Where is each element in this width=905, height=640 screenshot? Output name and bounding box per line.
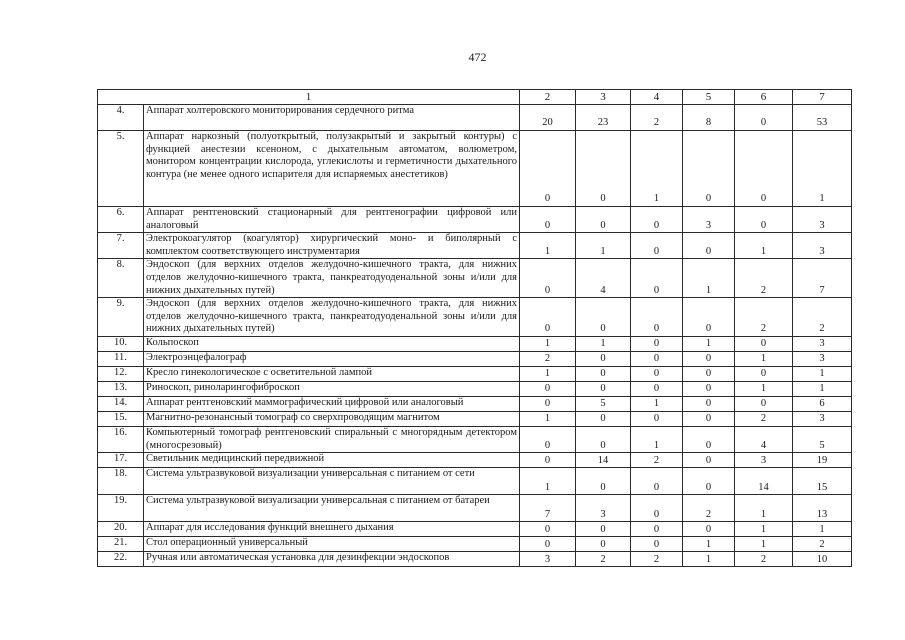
value-col-6: 1 (735, 522, 793, 537)
table-row (98, 396, 852, 411)
value-col-2: 7 (520, 495, 576, 522)
value-col-5: 0 (683, 453, 735, 468)
value-col-4: 2 (631, 453, 683, 468)
value-col-6: 1 (735, 233, 793, 259)
value-col-6: 4 (735, 426, 793, 452)
row-number: 6. (98, 207, 144, 233)
value-col-7: 1 (793, 381, 852, 396)
row-number: 19. (98, 495, 144, 522)
value-col-7: 2 (793, 298, 852, 337)
header-cell-5: 5 (683, 90, 735, 105)
equipment-name: Магнитно-резонансный томограф со сверхпроводящим магнитом (144, 411, 520, 426)
row-number: 18. (98, 468, 144, 495)
table-row (98, 105, 852, 131)
value-col-4: 0 (631, 336, 683, 351)
header-cell-7: 7 (793, 90, 852, 105)
value-col-2: 2 (520, 351, 576, 366)
value-col-2: 0 (520, 453, 576, 468)
value-col-4: 1 (631, 396, 683, 411)
table-row (98, 411, 852, 426)
value-col-6: 1 (735, 351, 793, 366)
value-col-5: 0 (683, 411, 735, 426)
value-col-3: 4 (576, 259, 631, 298)
equipment-name: Аппарат рентгеновский маммографический цифровой или аналоговый (144, 396, 520, 411)
equipment-name: Стол операционный универсальный (144, 537, 520, 552)
value-col-6: 0 (735, 131, 793, 207)
value-col-3: 0 (576, 381, 631, 396)
header-cell-2: 2 (520, 90, 576, 105)
value-col-2: 0 (520, 396, 576, 411)
value-col-2: 0 (520, 537, 576, 552)
value-col-2: 1 (520, 233, 576, 259)
value-col-7: 53 (793, 105, 852, 131)
value-col-2: 0 (520, 207, 576, 233)
value-col-2: 1 (520, 366, 576, 381)
value-col-4: 0 (631, 366, 683, 381)
value-col-2: 1 (520, 411, 576, 426)
value-col-3: 2 (576, 552, 631, 567)
value-col-3: 0 (576, 522, 631, 537)
value-col-7: 3 (793, 233, 852, 259)
value-col-6: 0 (735, 396, 793, 411)
value-col-4: 0 (631, 298, 683, 337)
value-col-3: 0 (576, 426, 631, 452)
value-col-5: 1 (683, 336, 735, 351)
header-cell-4: 4 (631, 90, 683, 105)
value-col-4: 0 (631, 495, 683, 522)
value-col-6: 2 (735, 552, 793, 567)
value-col-6: 2 (735, 259, 793, 298)
value-col-5: 2 (683, 495, 735, 522)
value-col-3: 23 (576, 105, 631, 131)
value-col-3: 0 (576, 298, 631, 337)
equipment-name: Система ультразвуковой визуализации универсальная с питанием от батареи (144, 495, 520, 522)
value-col-4: 0 (631, 381, 683, 396)
value-col-5: 3 (683, 207, 735, 233)
row-number: 10. (98, 336, 144, 351)
equipment-name: Эндоскоп (для верхних отделов желудочно-кишечного тракта, для нижних отделов желудочно-кишечного тракта, панкреатодуоденальной зоны и/или для нижних дыхательных путей) (144, 259, 520, 298)
value-col-2: 0 (520, 426, 576, 452)
table-row (98, 495, 852, 522)
value-col-3: 14 (576, 453, 631, 468)
table-row (98, 336, 852, 351)
value-col-6: 0 (735, 366, 793, 381)
equipment-table (97, 89, 852, 567)
value-col-6: 3 (735, 453, 793, 468)
value-col-7: 10 (793, 552, 852, 567)
header-row (98, 90, 852, 105)
value-col-4: 1 (631, 131, 683, 207)
value-col-7: 6 (793, 396, 852, 411)
value-col-5: 8 (683, 105, 735, 131)
equipment-name: Система ультразвуковой визуализации универсальная с питанием от сети (144, 468, 520, 495)
equipment-name: Риноскоп, риноларингофиброскоп (144, 381, 520, 396)
equipment-name: Кресло гинекологическое с осветительной лампой (144, 366, 520, 381)
value-col-7: 5 (793, 426, 852, 452)
value-col-5: 1 (683, 552, 735, 567)
value-col-6: 1 (735, 381, 793, 396)
value-col-2: 1 (520, 336, 576, 351)
value-col-3: 0 (576, 537, 631, 552)
equipment-name: Компьютерный томограф рентгеновский спиральный с многорядным детектором (многосрезовый) (144, 426, 520, 452)
value-col-6: 0 (735, 336, 793, 351)
row-number: 11. (98, 351, 144, 366)
table-row (98, 381, 852, 396)
table-row (98, 453, 852, 468)
row-number: 12. (98, 366, 144, 381)
value-col-3: 0 (576, 131, 631, 207)
row-number: 9. (98, 298, 144, 337)
equipment-name: Аппарат для исследования функций внешнего дыхания (144, 522, 520, 537)
value-col-5: 0 (683, 522, 735, 537)
value-col-5: 0 (683, 298, 735, 337)
value-col-5: 0 (683, 351, 735, 366)
row-number: 20. (98, 522, 144, 537)
value-col-5: 0 (683, 366, 735, 381)
value-col-3: 0 (576, 351, 631, 366)
row-number: 5. (98, 131, 144, 207)
value-col-2: 0 (520, 259, 576, 298)
value-col-6: 14 (735, 468, 793, 495)
value-col-4: 0 (631, 259, 683, 298)
value-col-4: 0 (631, 233, 683, 259)
row-number: 22. (98, 552, 144, 567)
value-col-4: 0 (631, 537, 683, 552)
value-col-4: 0 (631, 522, 683, 537)
value-col-5: 1 (683, 259, 735, 298)
value-col-2: 0 (520, 298, 576, 337)
value-col-3: 0 (576, 366, 631, 381)
value-col-6: 2 (735, 411, 793, 426)
value-col-7: 1 (793, 131, 852, 207)
value-col-7: 3 (793, 411, 852, 426)
row-number: 14. (98, 396, 144, 411)
value-col-2: 1 (520, 468, 576, 495)
equipment-name: Электроэнцефалограф (144, 351, 520, 366)
value-col-3: 0 (576, 468, 631, 495)
value-col-7: 19 (793, 453, 852, 468)
value-col-4: 1 (631, 426, 683, 452)
table-row (98, 131, 852, 207)
value-col-3: 1 (576, 233, 631, 259)
value-col-4: 0 (631, 207, 683, 233)
value-col-3: 3 (576, 495, 631, 522)
equipment-name: Аппарат холтеровского мониторирования сердечного ритма (144, 105, 520, 131)
row-number: 4. (98, 105, 144, 131)
value-col-7: 7 (793, 259, 852, 298)
value-col-3: 0 (576, 411, 631, 426)
table-row (98, 207, 852, 233)
value-col-7: 3 (793, 336, 852, 351)
value-col-6: 1 (735, 537, 793, 552)
value-col-4: 2 (631, 105, 683, 131)
table-row (98, 366, 852, 381)
equipment-name: Электрокоагулятор (коагулятор) хирургический моно- и биполярный с комплектом соответствующего инструментария (144, 233, 520, 259)
row-number: 15. (98, 411, 144, 426)
value-col-5: 0 (683, 381, 735, 396)
page-number: 472 (468, 50, 487, 64)
equipment-name: Аппарат рентгеновский стационарный для рентгенографии цифровой или аналоговый (144, 207, 520, 233)
table-row (98, 468, 852, 495)
header-cell-6: 6 (735, 90, 793, 105)
equipment-name: Ручная или автоматическая установка для дезинфекции эндоскопов (144, 552, 520, 567)
equipment-name: Кольпоскоп (144, 336, 520, 351)
value-col-7: 3 (793, 207, 852, 233)
value-col-3: 0 (576, 207, 631, 233)
equipment-name: Эндоскоп (для верхних отделов желудочно-кишечного тракта, для нижних отделов желудочно-кишечного тракта, панкреатодуоденальной зоны и/или для нижних дыхательных путей) (144, 298, 520, 337)
value-col-7: 2 (793, 537, 852, 552)
row-number: 17. (98, 453, 144, 468)
value-col-6: 2 (735, 298, 793, 337)
equipment-name: Светильник медицинский передвижной (144, 453, 520, 468)
table-row (98, 351, 852, 366)
header-cell-1: 1 (98, 90, 520, 105)
value-col-5: 0 (683, 468, 735, 495)
value-col-5: 0 (683, 426, 735, 452)
value-col-2: 0 (520, 131, 576, 207)
equipment-name: Аппарат наркозный (полуоткрытый, полузакрытый и закрытый контуры) с функцией анестезии ксеноном, с дыхательным автоматом, волюметром, монитором концентрации кислорода, углекислоты и герметичности дыхательного контура (не менее одного испарителя для испаряемых анестетиков) (144, 131, 520, 207)
table-row (98, 259, 852, 298)
table-row (98, 298, 852, 337)
value-col-2: 3 (520, 552, 576, 567)
table-row (98, 233, 852, 259)
table-row (98, 522, 852, 537)
value-col-5: 0 (683, 396, 735, 411)
value-col-6: 1 (735, 495, 793, 522)
value-col-7: 1 (793, 366, 852, 381)
table-row (98, 537, 852, 552)
header-cell-3: 3 (576, 90, 631, 105)
value-col-7: 13 (793, 495, 852, 522)
value-col-6: 0 (735, 105, 793, 131)
row-number: 13. (98, 381, 144, 396)
value-col-2: 20 (520, 105, 576, 131)
value-col-4: 0 (631, 351, 683, 366)
value-col-2: 0 (520, 381, 576, 396)
value-col-5: 0 (683, 233, 735, 259)
value-col-3: 5 (576, 396, 631, 411)
value-col-2: 0 (520, 522, 576, 537)
row-number: 16. (98, 426, 144, 452)
value-col-5: 1 (683, 537, 735, 552)
row-number: 21. (98, 537, 144, 552)
row-number: 7. (98, 233, 144, 259)
value-col-7: 3 (793, 351, 852, 366)
value-col-4: 0 (631, 411, 683, 426)
table-row (98, 552, 852, 567)
row-number: 8. (98, 259, 144, 298)
table-row (98, 426, 852, 452)
value-col-5: 0 (683, 131, 735, 207)
value-col-7: 1 (793, 522, 852, 537)
value-col-6: 0 (735, 207, 793, 233)
value-col-3: 1 (576, 336, 631, 351)
value-col-7: 15 (793, 468, 852, 495)
value-col-4: 0 (631, 468, 683, 495)
value-col-4: 2 (631, 552, 683, 567)
